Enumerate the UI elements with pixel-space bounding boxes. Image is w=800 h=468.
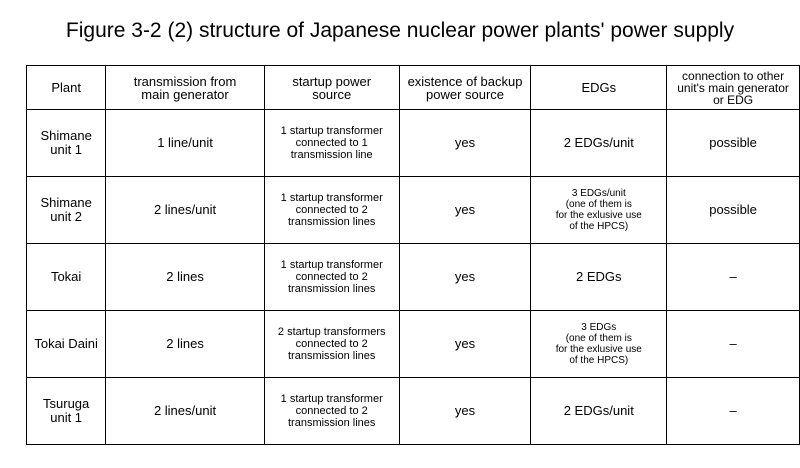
- table-header-row: [27, 66, 800, 110]
- cell-edgs: 3 EDGs (one of them is for the exlusive use of the HPCS): [531, 311, 667, 378]
- figure-title: Figure 3-2 (2) structure of Japanese nuclear power plants' power supply: [65, 19, 735, 42]
- cell-transmission: 2 lines: [106, 244, 264, 311]
- header-plant: Plant: [27, 66, 106, 110]
- cell-transmission: 2 lines/unit: [106, 177, 264, 244]
- cell-plant: Shimane unit 1: [27, 110, 106, 177]
- cell-plant: Shimane unit 2: [27, 177, 106, 244]
- cell-startup: 1 startup transformer connected to 2 transmission lines: [264, 244, 399, 311]
- cell-backup: yes: [399, 110, 531, 177]
- cell-plant: Tsuruga unit 1: [27, 378, 106, 445]
- header-connection: connection to other unit's main generator or EDG: [667, 66, 800, 110]
- cell-connection: –: [667, 378, 800, 445]
- cell-transmission: 1 line/unit: [106, 110, 264, 177]
- table-row: [27, 244, 800, 311]
- cell-backup: yes: [399, 378, 531, 445]
- cell-plant: Tokai Daini: [27, 311, 106, 378]
- cell-backup: yes: [399, 177, 531, 244]
- cell-startup: 1 startup transformer connected to 2 transmission lines: [264, 378, 399, 445]
- table-row: [27, 311, 800, 378]
- cell-connection: –: [667, 311, 800, 378]
- cell-transmission: 2 lines/unit: [106, 378, 264, 445]
- cell-backup: yes: [399, 311, 531, 378]
- power-supply-table: [26, 65, 800, 445]
- cell-connection: –: [667, 244, 800, 311]
- cell-plant: Tokai: [27, 244, 106, 311]
- cell-backup: yes: [399, 244, 531, 311]
- cell-edgs: 2 EDGs/unit: [531, 378, 667, 445]
- header-startup-power: startup power source: [264, 66, 399, 110]
- cell-startup: 2 startup transformers connected to 2 transmission lines: [264, 311, 399, 378]
- table-row: [27, 378, 800, 445]
- cell-startup: 1 startup transformer connected to 1 transmission line: [264, 110, 399, 177]
- cell-startup: 1 startup transformer connected to 2 transmission lines: [264, 177, 399, 244]
- cell-edgs: 2 EDGs: [531, 244, 667, 311]
- header-backup-power: existence of backup power source: [399, 66, 531, 110]
- cell-edgs: 3 EDGs/unit (one of them is for the exlusive use of the HPCS): [531, 177, 667, 244]
- cell-connection: possible: [667, 110, 800, 177]
- header-edgs: EDGs: [531, 66, 667, 110]
- header-transmission: transmission from main generator: [106, 66, 264, 110]
- cell-edgs: 2 EDGs/unit: [531, 110, 667, 177]
- table-row: [27, 177, 800, 244]
- table-row: [27, 110, 800, 177]
- cell-connection: possible: [667, 177, 800, 244]
- cell-transmission: 2 lines: [106, 311, 264, 378]
